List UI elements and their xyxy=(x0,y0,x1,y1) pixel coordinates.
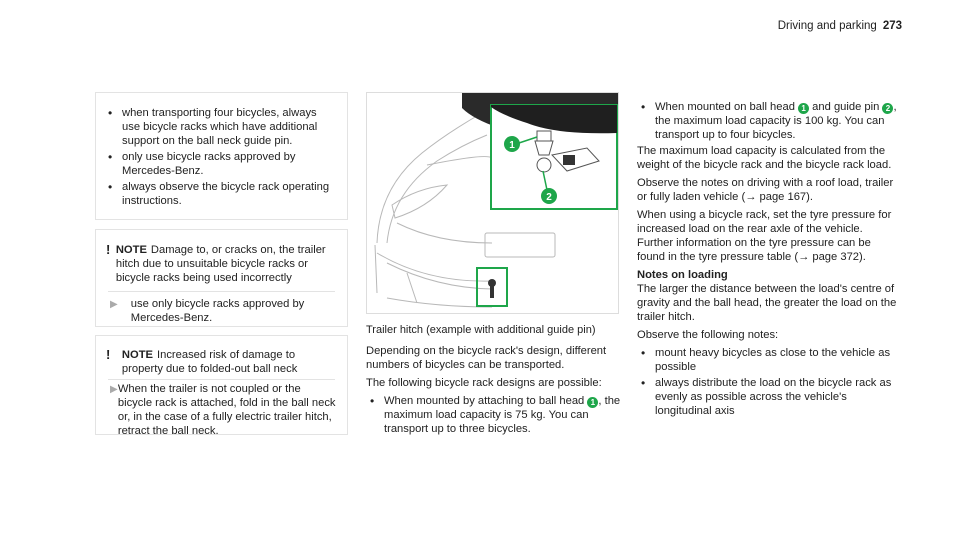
figure-callout-2: 2 xyxy=(546,192,552,203)
action-step xyxy=(104,297,337,325)
page-number: 273 xyxy=(882,20,902,32)
list-item: • when transporting four bicycles, always use bicycle racks which have additional support on the ball neck guide pin. xyxy=(104,106,337,148)
callout-1-icon: 1 xyxy=(798,103,809,114)
warning-icon: ! xyxy=(106,242,111,257)
page-header xyxy=(778,19,902,33)
warning-icon: ! xyxy=(106,347,111,362)
note-box-ball-neck xyxy=(95,335,348,435)
note-label: NOTE xyxy=(115,244,147,256)
paragraph: When using a bicycle rack, set the tyre pressure for increased load on the rear axle of the vehicle. Further information on the tyre pressure can be found in the tyre pressure table (→ page 372). xyxy=(637,209,892,263)
list-item xyxy=(637,100,899,142)
callout-2-icon: 2 xyxy=(882,103,893,114)
list-item-text: When mounted on ball head xyxy=(655,101,795,113)
note-text: Increased risk of damage to property due to folded-out ball neck xyxy=(121,349,298,375)
figure-caption: Trailer hitch (example with additional guide pin) xyxy=(366,324,596,336)
action-text: use only bicycle racks approved by Mercedes-Benz. xyxy=(130,298,305,324)
middle-text xyxy=(366,344,628,438)
list-item: • always observe the bicycle rack operating instructions. xyxy=(104,180,337,208)
list-item xyxy=(366,394,628,436)
trailer-hitch-figure xyxy=(366,92,619,314)
callout-1-icon: 1 xyxy=(587,397,598,408)
paragraph: The larger the distance between the load's centre of gravity and the ball head, the greater the load on the trailer hitch. xyxy=(637,283,897,323)
list-item-text: , the maximum load capacity is 75 kg. You can transport up to three bicycles. xyxy=(384,395,621,435)
paragraph: Observe the following notes: xyxy=(637,329,779,341)
list-item: • only use bicycle racks approved by Mercedes-Benz. xyxy=(104,150,337,178)
play-icon: ▶ xyxy=(110,384,118,395)
note-box-damage xyxy=(95,229,348,327)
list-item-text: , the maximum load capacity is 100 kg. You can transport up to four bicycles. xyxy=(655,101,897,141)
play-icon: ▶ xyxy=(110,299,118,310)
note-label: NOTE xyxy=(121,349,153,361)
list-item-text: and guide pin xyxy=(812,101,880,113)
note-text: Damage to, or cracks on, the trailer hitch due to unsuitable bicycle racks or bicycle racks being used incorrectly xyxy=(115,244,326,284)
divider xyxy=(108,379,335,380)
action-step xyxy=(104,382,337,438)
list-item-text: When mounted by attaching to ball head xyxy=(384,395,585,407)
paragraph: Depending on the bicycle rack's design, different numbers of bicycles can be transported. xyxy=(366,345,607,371)
divider xyxy=(108,291,335,292)
section-heading: Notes on loading xyxy=(637,269,728,281)
right-text xyxy=(637,100,899,420)
note-header xyxy=(96,336,347,376)
paragraph: The maximum load capacity is calculated from the weight of the bicycle rack and the bicycle rack load. xyxy=(637,145,892,171)
note-header xyxy=(96,230,347,285)
paragraph: The following bicycle rack designs are possible: xyxy=(366,377,602,389)
section-title: Driving and parking xyxy=(777,20,877,32)
list-item: • always distribute the load on the bicycle rack as evenly as possible across the vehicle's longitudinal axis xyxy=(637,376,899,418)
paragraph: Observe the notes on driving with a roof load, trailer or fully laden vehicle (→ page 167). xyxy=(637,177,894,203)
action-text: When the trailer is not coupled or the bicycle rack is attached, fold in the ball neck or, in the case of a fully electric trailer hitch, retract the ball neck. xyxy=(117,383,336,437)
car-rear-illustration xyxy=(367,93,618,313)
precaution-box xyxy=(95,92,348,220)
figure-callout-1: 1 xyxy=(509,140,515,151)
list-item: • mount heavy bicycles as close to the vehicle as possible xyxy=(637,346,899,374)
